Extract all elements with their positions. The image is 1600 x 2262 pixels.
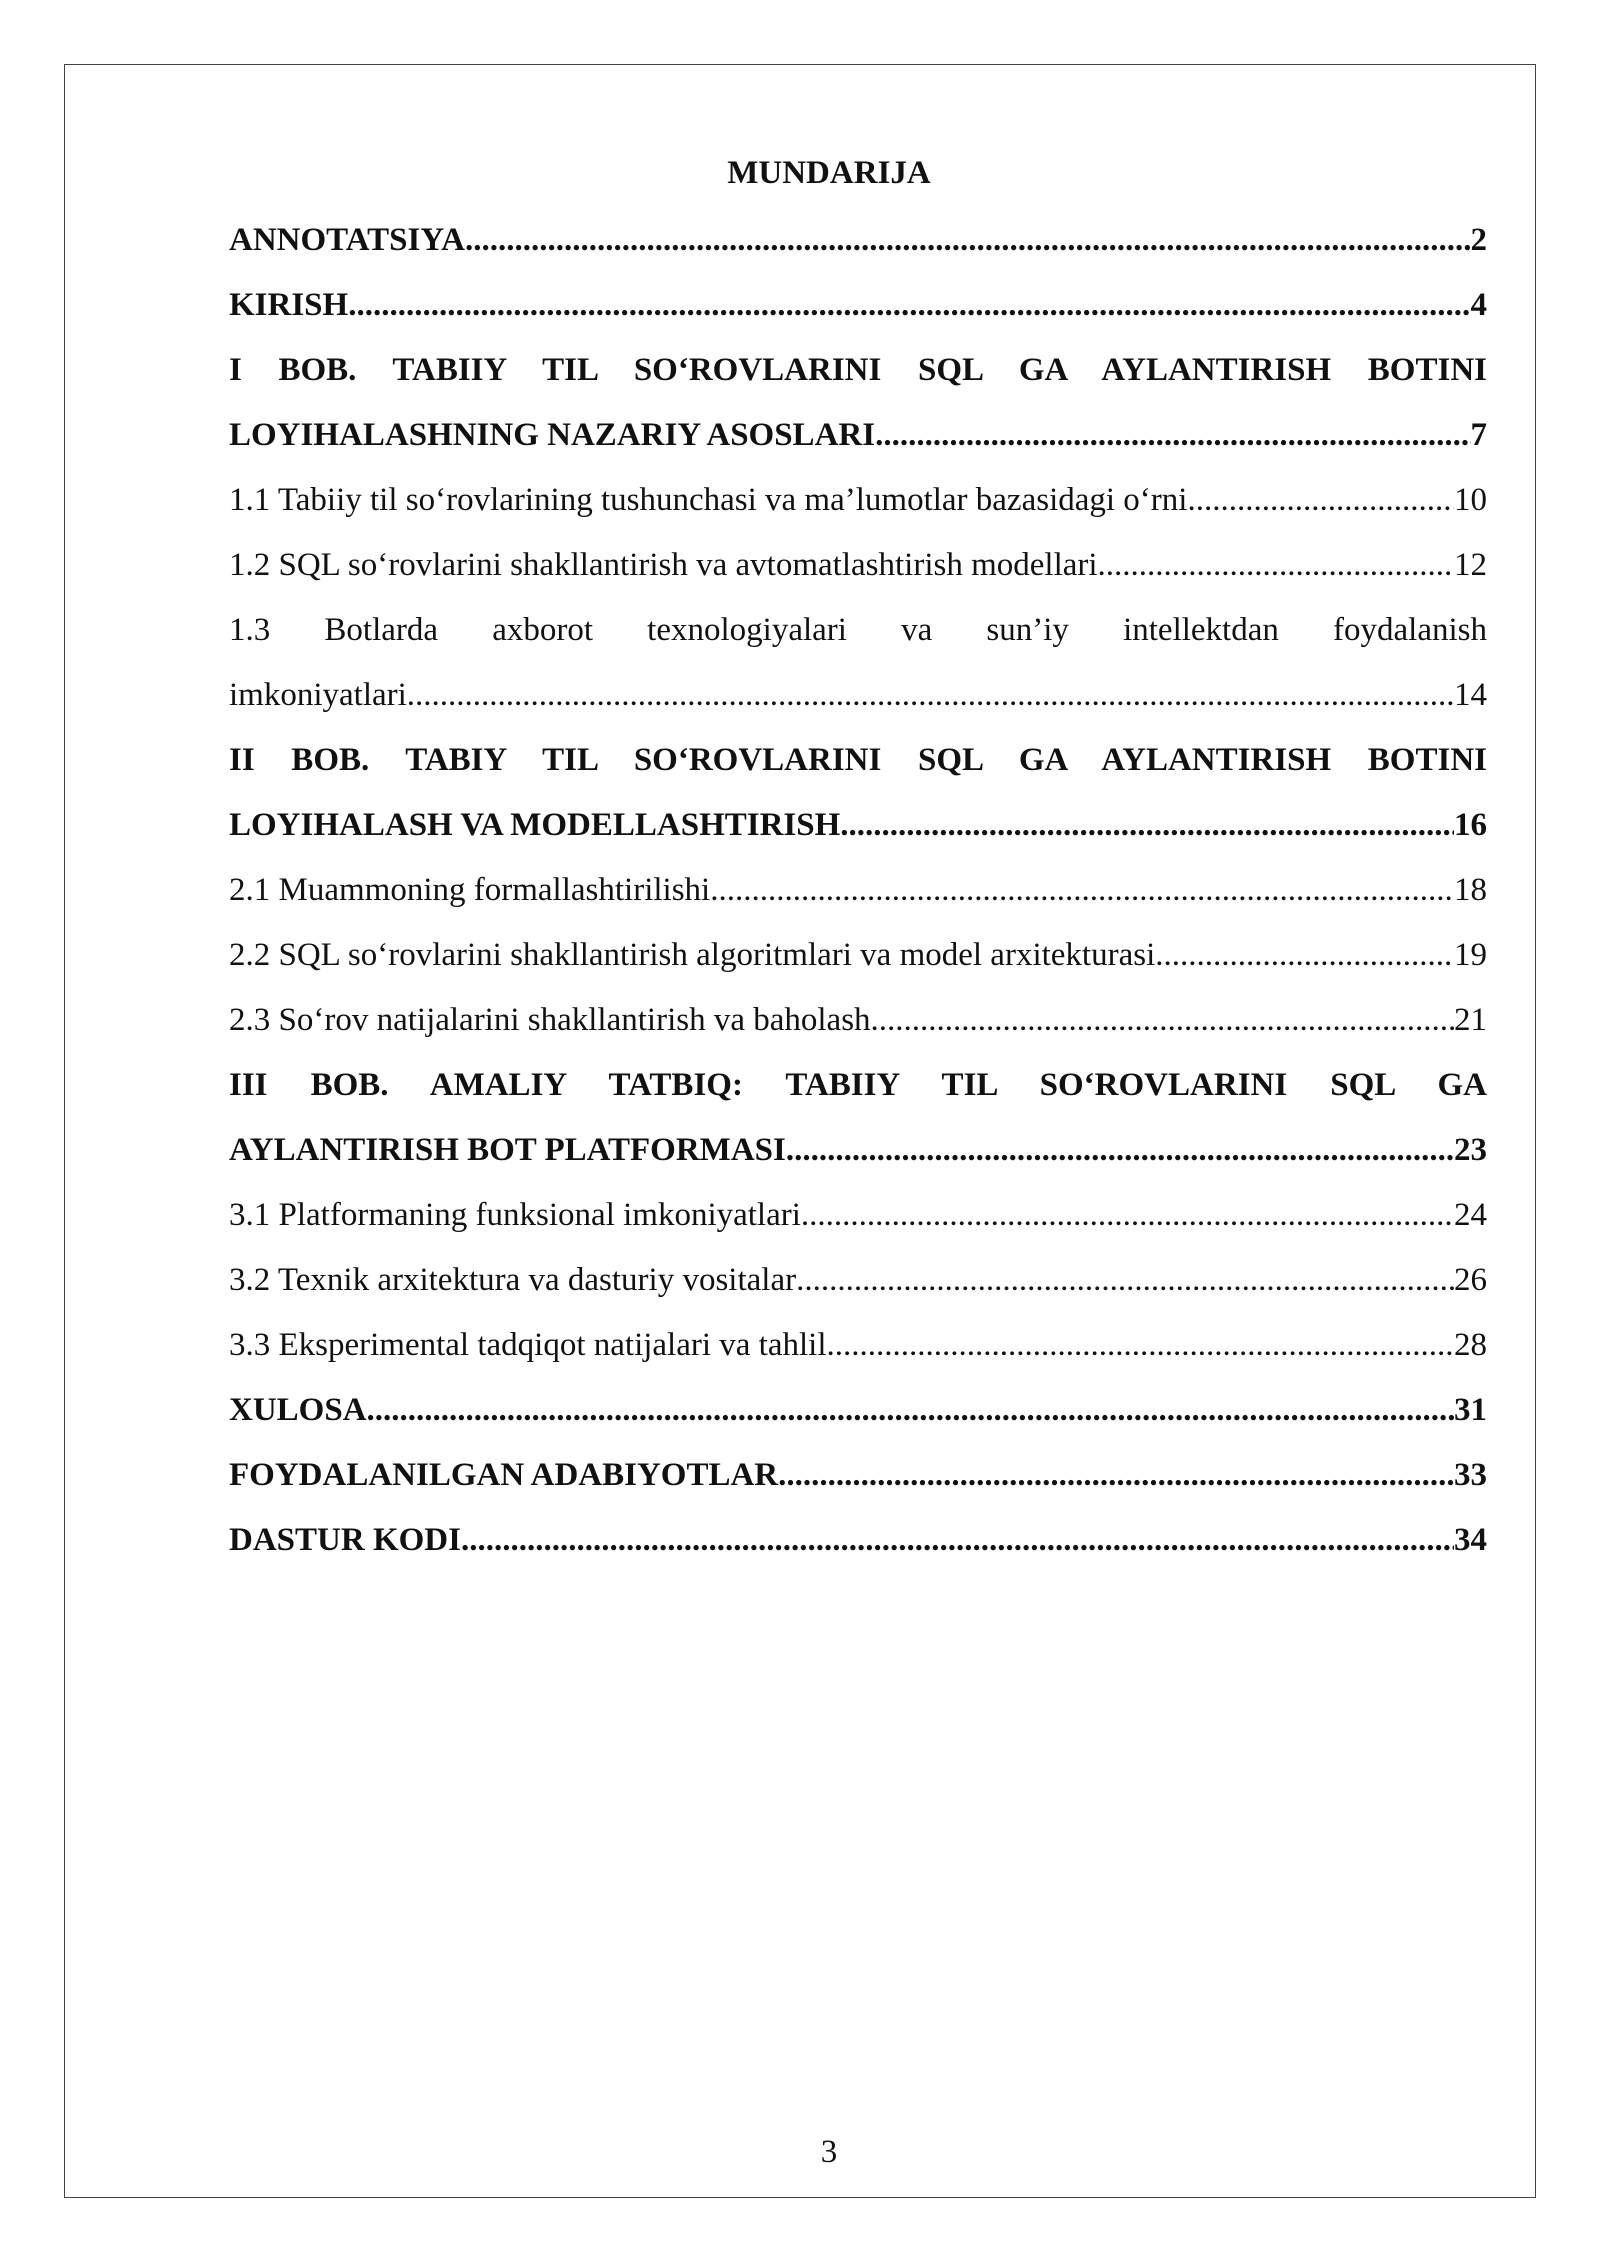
toc-entry-page: 7 (1470, 417, 1487, 453)
toc-entry[interactable] (229, 1390, 1487, 1455)
toc-entry[interactable] (229, 1520, 1487, 1585)
toc-entry[interactable] (229, 415, 1487, 480)
toc-entry-label: KIRISH (229, 287, 349, 323)
toc-entry-label: AYLANTIRISH BOT PLATFORMASI (229, 1132, 786, 1168)
toc-entry[interactable] (229, 935, 1487, 1000)
toc-leader-dots (778, 1455, 1454, 1495)
toc-entry-heading-line: 1.3 Botlarda axborot texnologiyalari va sun’iy intellektdan foydalanish (229, 612, 1487, 648)
toc-entry[interactable] (229, 285, 1487, 350)
toc-entry-page: 31 (1454, 1392, 1487, 1428)
toc-entry[interactable] (229, 220, 1487, 285)
toc-entry-label: 2.2 SQL so‘rovlarini shakllantirish algoritmlari va model arxitekturasi (229, 937, 1156, 973)
toc-entry-page: 21 (1454, 1002, 1487, 1038)
toc-entry[interactable] (229, 870, 1487, 935)
toc-entry-page: 18 (1454, 872, 1487, 908)
toc-leader-dots (367, 1390, 1454, 1430)
toc-leader-dots (827, 1325, 1455, 1365)
toc-title: MUNDARIJA (727, 155, 931, 191)
toc-entry-page: 16 (1454, 807, 1487, 843)
toc-entry[interactable] (229, 1260, 1487, 1325)
toc-entry[interactable] (229, 1195, 1487, 1260)
toc-entry-heading-line: II BOB. TABIY TIL SO‘ROVLARINI SQL GA AYLANTIRISH BOTINI (229, 742, 1487, 778)
toc-entry-label: 3.1 Platformaning funksional imkoniyatlari (229, 1197, 801, 1233)
toc-entry-label: 2.1 Muammoning formallashtirilishi (229, 872, 711, 908)
toc-entry-label: ANNOTATSIYA (229, 222, 465, 258)
toc-entry-page: 24 (1454, 1197, 1487, 1233)
toc-entry[interactable] (229, 675, 1487, 740)
toc-entry-heading-line: I BOB. TABIIY TIL SO‘ROVLARINI SQL GA AYLANTIRISH BOTINI (229, 352, 1487, 388)
toc-entry-label: 1.1 Tabiiy til so‘rovlarining tushunchasi va ma’lumotlar bazasidagi o‘rni (229, 482, 1188, 518)
toc-entry-label: XULOSA (229, 1392, 367, 1428)
toc-entry-page: 14 (1454, 677, 1487, 713)
toc-entry-label: 3.3 Eksperimental tadqiqot natijalari va tahlil (229, 1327, 827, 1363)
toc-entry-page: 10 (1454, 482, 1487, 518)
toc-leader-dots (461, 1520, 1454, 1560)
toc-entry[interactable] (229, 1130, 1487, 1195)
toc-leader-dots (875, 415, 1470, 455)
toc-leader-dots (710, 870, 1454, 910)
toc-leader-dots (786, 1130, 1454, 1170)
toc-entry-heading-line: III BOB. AMALIY TATBIQ: TABIIY TIL SO‘ROVLARINI SQL GA (229, 1067, 1487, 1103)
toc-entry-label: 2.3 So‘rov natijalarini shakllantirish va baholash (229, 1002, 871, 1038)
toc-entry-label: 1.2 SQL so‘rovlarini shakllantirish va avtomatlashtirish modellari (229, 547, 1098, 583)
toc-entry-page: 33 (1454, 1457, 1487, 1493)
toc-leader-dots (871, 1000, 1454, 1040)
toc-entry[interactable] (229, 1000, 1487, 1065)
toc-entry[interactable] (229, 1325, 1487, 1390)
toc-entry[interactable] (229, 1455, 1487, 1520)
toc-leader-dots (348, 285, 1470, 325)
toc-leader-dots (1098, 545, 1454, 585)
toc-entry-label: imkoniyatlari (229, 677, 407, 713)
toc-entry-label: DASTUR KODI (229, 1522, 461, 1558)
toc-entry[interactable] (229, 805, 1487, 870)
toc-entry-label: 3.2 Texnik arxitektura va dasturiy vositalar (229, 1262, 797, 1298)
toc-entry-label: LOYIHALASH VA MODELLASHTIRISH (229, 807, 841, 843)
toc-entry-page: 2 (1470, 222, 1487, 258)
page-number: 3 (820, 2134, 838, 2170)
toc-leader-dots (407, 675, 1454, 715)
toc-entry-page: 23 (1454, 1132, 1487, 1168)
toc-entry-label: LOYIHALASHNING NAZARIY ASOSLARI (229, 417, 876, 453)
toc-entry[interactable] (229, 545, 1487, 610)
toc-entry-page: 12 (1454, 547, 1487, 583)
toc-entry-page: 26 (1454, 1262, 1487, 1298)
toc-leader-dots (801, 1195, 1454, 1235)
toc-leader-dots (796, 1260, 1454, 1300)
toc-entry-page: 34 (1454, 1522, 1487, 1558)
toc-entry-page: 19 (1454, 937, 1487, 973)
toc-leader-dots (1155, 935, 1454, 975)
toc-entry-label: FOYDALANILGAN ADABIYOTLAR (229, 1457, 779, 1493)
toc-leader-dots (465, 220, 1471, 260)
table-of-contents (229, 220, 1487, 1585)
toc-leader-dots (840, 805, 1454, 845)
toc-entry-page: 28 (1454, 1327, 1487, 1363)
toc-entry-page: 4 (1470, 287, 1487, 323)
toc-entry[interactable] (229, 480, 1487, 545)
toc-leader-dots (1187, 480, 1454, 520)
